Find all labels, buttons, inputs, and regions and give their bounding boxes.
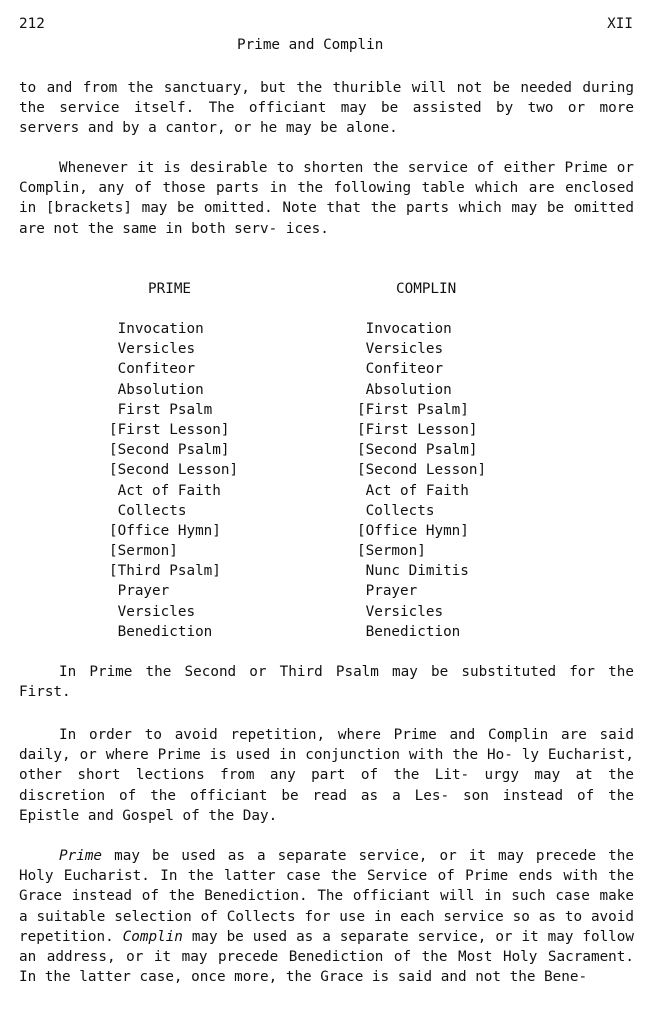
paragraph-2-text: Whenever it is desirable to shorten the service of either Prime or Complin, any of those parts in the following table which are enclosed in [brackets] may be omitted. Note that the parts which may be omitted are not the same in both serv- ices. [19, 160, 634, 237]
complin-item: Benediction [357, 623, 461, 640]
paragraph-5 [19, 846, 634, 987]
prime-item: Benediction [109, 623, 213, 640]
paragraph-1 [19, 78, 634, 139]
prime-item: [First Lesson] [109, 421, 230, 438]
prime-item: [Second Psalm] [109, 442, 230, 459]
prime-item: Act of Faith [109, 482, 221, 499]
complin-parts-column [357, 319, 486, 642]
complin-item: [First Psalm] [357, 401, 469, 418]
prime-parts-column [109, 319, 238, 642]
prime-item: [Third Psalm] [109, 563, 221, 580]
complin-item: Act of Faith [357, 482, 469, 499]
paragraph-4 [19, 725, 634, 826]
prime-item: Collects [109, 502, 187, 519]
prime-item: Versicles [109, 341, 196, 358]
chapter-number: XII [607, 16, 633, 32]
prime-item: Confiteor [109, 361, 196, 378]
prime-item: Prayer [109, 583, 170, 600]
complin-item: Collects [357, 502, 435, 519]
prime-item: First Psalm [109, 401, 213, 418]
prime-heading: PRIME [148, 281, 192, 297]
running-title: Prime and Complin [237, 37, 384, 53]
complin-item: Versicles [357, 341, 444, 358]
complin-item: [Sermon] [357, 543, 426, 560]
complin-item: Prayer [357, 583, 418, 600]
paragraph-4-text: In order to avoid repetition, where Prime and Complin are said daily, or where Prime is used in conjunction with the Ho- ly Eucharist, other short lections from any part of the Lit- urgy may at the discretion of the officiant be read as a Les- son instead of the Epistle and Gospel of the Day. [19, 727, 634, 824]
prime-item: [Office Hymn] [109, 522, 221, 539]
complin-heading: COMPLIN [396, 281, 457, 297]
paragraph-3-text: In Prime the Second or Third Psalm may be substituted for the First. [19, 664, 634, 701]
paragraph-2 [19, 158, 634, 239]
complin-item: [Second Lesson] [357, 462, 487, 479]
complin-item: [First Lesson] [357, 421, 478, 438]
page-number: 212 [19, 16, 45, 32]
paragraph-5-part-b: may be used as a separate service, or it may precede the Holy Eucharist. In the latter case the Service of Prime ends with the Grace instead of the Benediction. The officiant will in such case make a suitable selection of Collects for use in each service so as to avoid repetition. [19, 848, 634, 945]
paragraph-5-text [19, 846, 634, 987]
complin-item: Confiteor [357, 361, 444, 378]
complin-item: [Second Psalm] [357, 442, 478, 459]
complin-item: Absolution [357, 381, 452, 398]
paragraph-1-text: to and from the sanctuary, but the thurible will not be needed during the service itself. The officiant may be assisted by two or more servers and by a cantor, or he may be alone. [19, 80, 634, 137]
prime-item: [Second Lesson] [109, 462, 239, 479]
paragraph-5-part-d: may be used as a separate service, or it may follow an address, or it may precede Benediction of the Most Holy Sacrament. In the latter case, once more, the Grace is said and not the Bene- [19, 928, 635, 986]
complin-item: Nunc Dimitis [357, 563, 469, 580]
complin-item: [Office Hymn] [357, 522, 469, 539]
prime-item: Invocation [109, 321, 204, 337]
complin-item: Invocation [357, 321, 452, 337]
prime-item: Versicles [109, 603, 196, 620]
prime-item: [Sermon] [109, 543, 178, 560]
complin-item: Versicles [357, 603, 444, 620]
paragraph-3 [19, 662, 634, 702]
complin-term: Complin [122, 928, 183, 945]
prime-term: Prime [59, 848, 103, 864]
prime-item: Absolution [109, 381, 204, 398]
